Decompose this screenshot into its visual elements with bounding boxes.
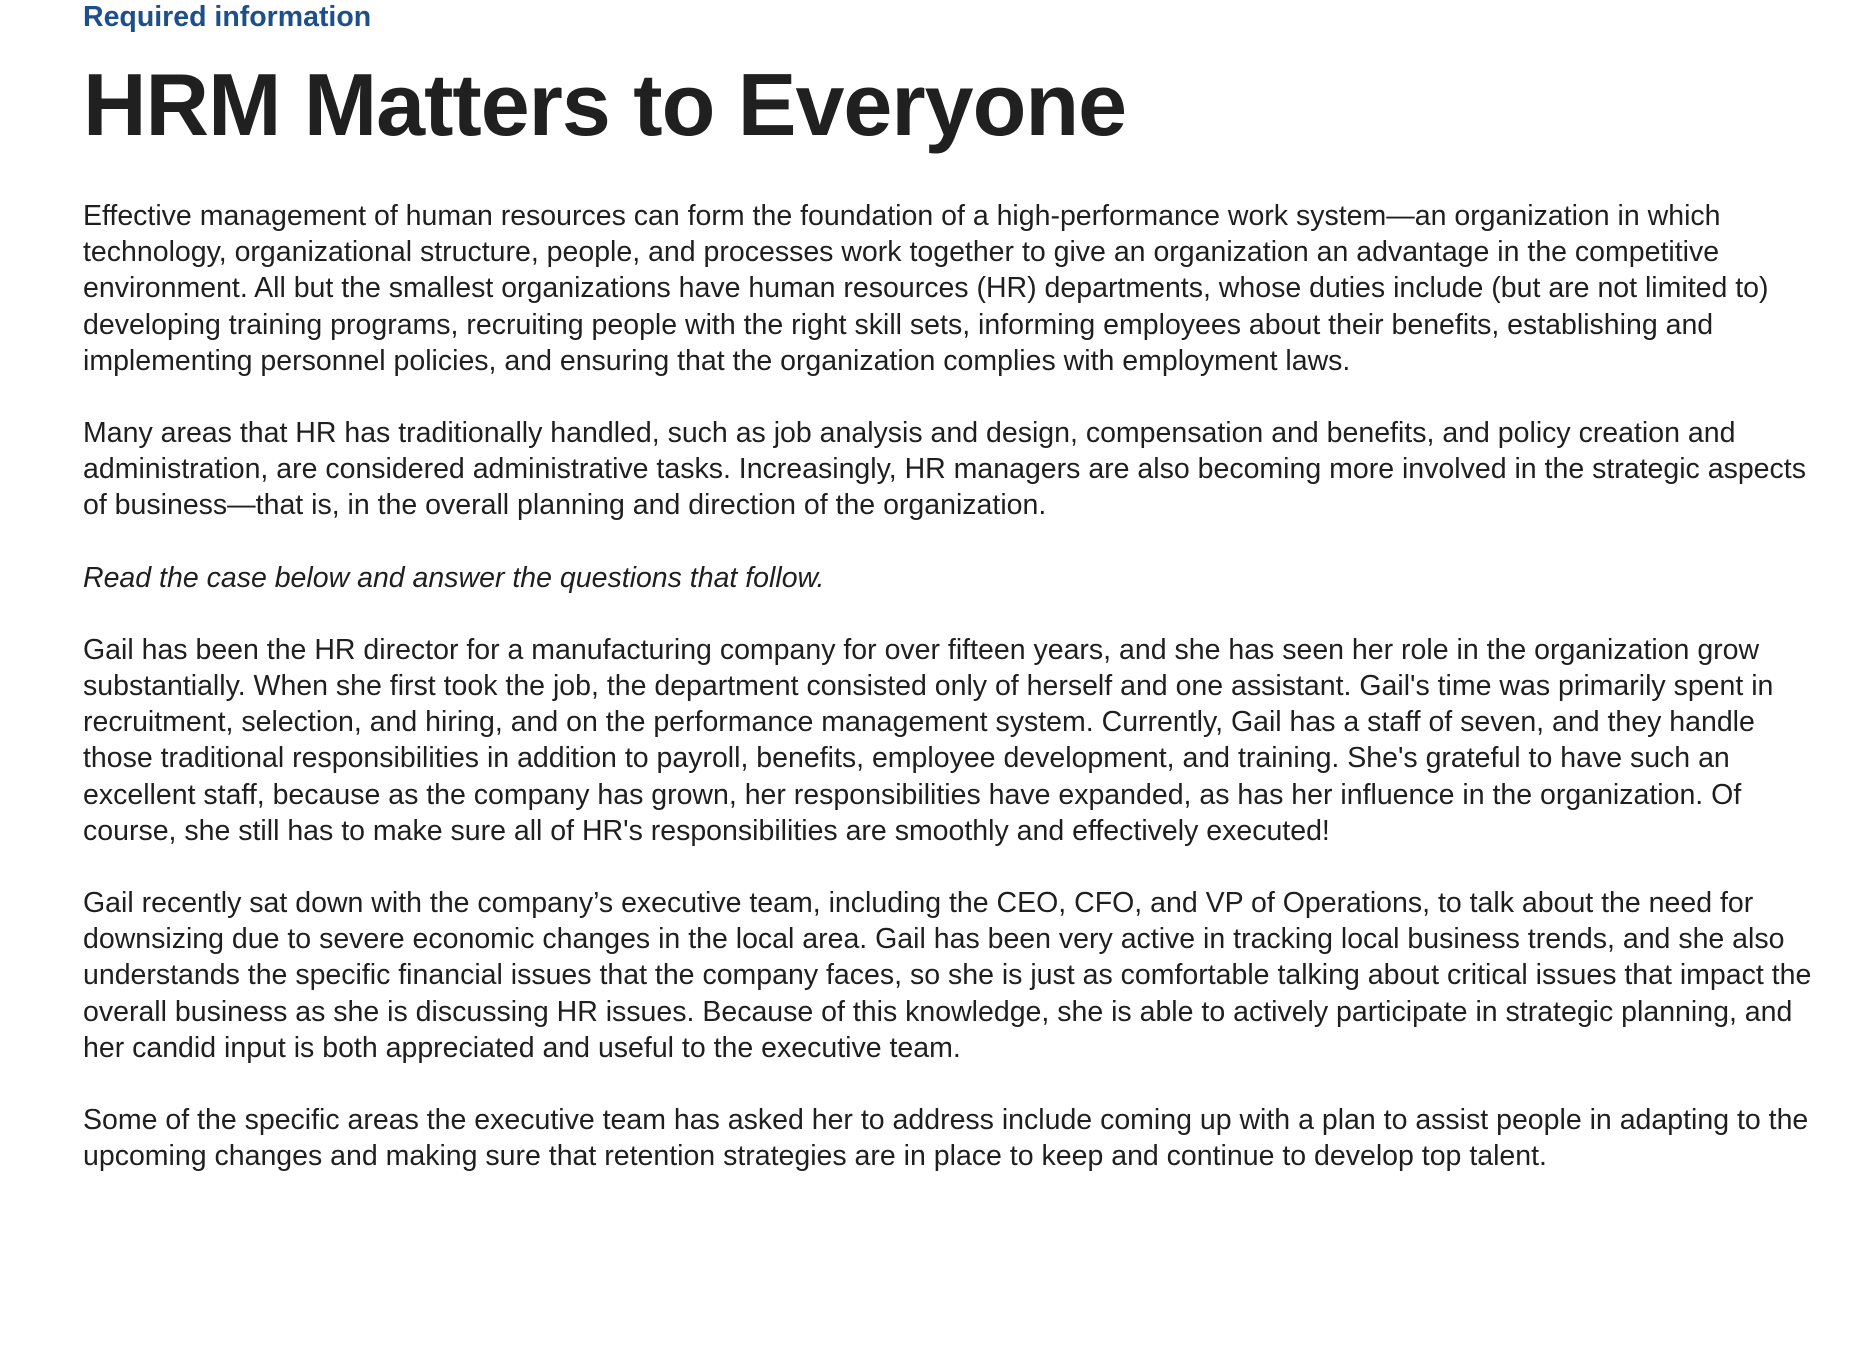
case-paragraph-2: Gail recently sat down with the company’s executive team, including the CEO, CFO, and VP of Operations, to talk about the need for downsizing due to severe economic changes in the local area. Gail has been very active in tracking local business trends, and she also understands the specific financial issues that the company faces, so she is just as comfortable talking about critical issues that impact the overall business as she is discussing HR issues. Because of this knowledge, she is able to actively participate in strategic planning, and her candid input is both appreciated and useful to the executive team.: [83, 887, 1812, 1064]
required-information-label: Required information: [83, 1, 372, 33]
hr-roles-paragraph: Many areas that HR has traditionally handled, such as job analysis and design, compensation and benefits, and policy creation and administration, are considered administrative tasks. Increasingly, HR managers are also becoming more involved in the strategic aspects of business—that is, in the overall planning and direction of the organization.: [83, 417, 1806, 522]
intro-paragraph: Effective management of human resources can form the foundation of a high-performance work system—an organization in which technology, organizational structure, people, and processes work together to give an organization an advantage in the competitive environment. All but the smallest organizations have human resources (HR) departments, whose duties include (but are not limited to) developing training programs, recruiting people with the right skill sets, informing employees about their benefits, establishing and implementing personnel policies, and ensuring that the organization complies with employment laws.: [83, 200, 1769, 377]
instruction-text: Read the case below and answer the questions that follow.: [83, 561, 825, 594]
case-content: [83, 198, 1813, 1174]
case-paragraph-1: Gail has been the HR director for a manufacturing company for over fifteen years, and she has seen her role in the organization grow substantially. When she first took the job, the department consisted only of herself and one assistant. Gail's time was primarily spent in recruitment, selection, and hiring, and on the performance management system. Currently, Gail has a staff of seven, and they handle those traditional responsibilities in addition to payroll, benefits, employee development, and training. She's grateful to have such an excellent staff, because as the company has grown, her responsibilities have expanded, as has her influence in the organization. Of course, she still has to make sure all of HR's responsibilities are smoothly and effectively executed!: [83, 633, 1774, 847]
page-title: HRM Matters to Everyone: [83, 55, 1127, 154]
case-paragraph-3: Some of the specific areas the executive team has asked her to address include coming up with a plan to assist people in adapting to the upcoming changes and making sure that retention strategies are in place to keep and continue to develop top talent.: [83, 1104, 1809, 1173]
